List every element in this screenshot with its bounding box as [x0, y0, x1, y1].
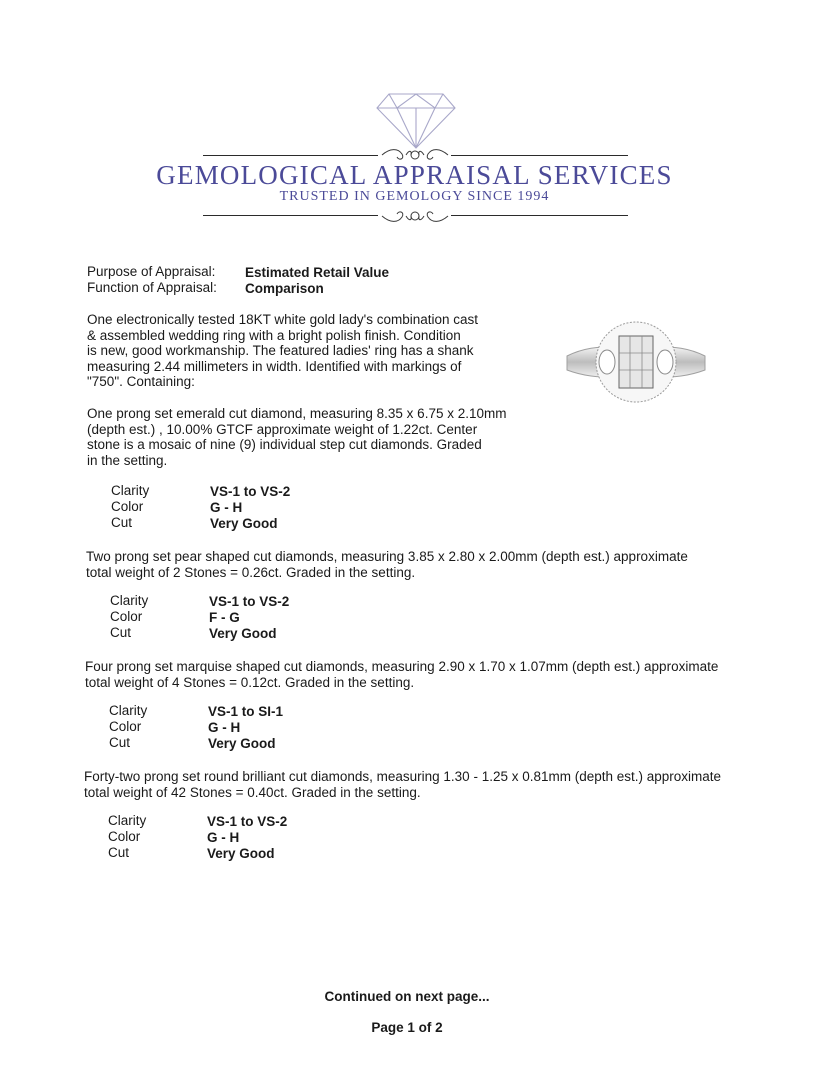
description-line: One prong set emerald cut diamond, measuring 8.35 x 6.75 x 2.10mm — [87, 406, 507, 421]
color-label: Color — [109, 719, 142, 734]
color-value: G - H — [210, 500, 243, 515]
continued-note: Continued on next page... — [324, 989, 490, 1004]
header-rule-bottom-left — [203, 215, 378, 216]
cut-value: Very Good — [209, 626, 277, 641]
description-line: total weight of 4 Stones = 0.12ct. Graded in the setting. — [85, 674, 415, 690]
clarity-label: Clarity — [111, 483, 150, 498]
intro-line: & assembled wedding ring with a bright polish finish. Condition — [87, 327, 461, 343]
header-rule-bottom-right — [451, 215, 628, 216]
ring-photo — [563, 318, 709, 408]
purpose-label: Purpose of Appraisal: — [87, 264, 216, 279]
stone-description — [87, 406, 557, 468]
cut-value: Very Good — [207, 846, 275, 861]
diamond-logo-icon — [375, 92, 457, 150]
description-line: Forty-two prong set round brilliant cut diamonds, measuring 1.30 - 1.25 x 0.81mm (depth est.) approximate — [84, 769, 722, 784]
description-line: (depth est.) , 10.00% GTCF approximate weight of 1.22ct. Center — [87, 421, 478, 437]
clarity-value: VS-1 to VS-2 — [210, 484, 291, 499]
intro-line: One electronically tested 18KT white gold lady's combination cast — [87, 312, 479, 327]
stone-description — [85, 659, 810, 690]
header-rule-top-left — [203, 155, 378, 156]
description-line: Four prong set marquise shaped cut diamonds, measuring 2.90 x 1.70 x 1.07mm (depth est.) approximate — [85, 659, 719, 674]
intro-line: is new, good workmanship. The featured ladies' ring has a shank — [87, 343, 474, 358]
color-label: Color — [110, 609, 143, 624]
page-number: Page 1 of 2 — [371, 1020, 443, 1035]
description-line: stone is a mosaic of nine (9) individual step cut diamonds. Graded — [87, 437, 482, 452]
intro-line: measuring 2.44 millimeters in width. Identified with markings of — [87, 358, 462, 374]
color-value: F - G — [209, 610, 240, 625]
function-label: Function of Appraisal: — [87, 280, 217, 295]
company-tagline: TRUSTED IN GEMOLOGY SINCE 1994 — [279, 189, 550, 204]
function-value: Comparison — [245, 281, 324, 296]
color-label: Color — [108, 829, 141, 844]
description-line: Two prong set pear shaped cut diamonds, measuring 3.85 x 2.80 x 2.00mm (depth est.) approximate — [86, 549, 688, 564]
description-line: total weight of 2 Stones = 0.26ct. Graded in the setting. — [86, 564, 416, 580]
clarity-value: VS-1 to VS-2 — [207, 814, 288, 829]
clarity-label: Clarity — [108, 813, 147, 828]
clarity-label: Clarity — [110, 593, 149, 608]
cut-label: Cut — [108, 845, 130, 860]
cut-label: Cut — [111, 515, 133, 530]
clarity-value: VS-1 to VS-2 — [209, 594, 290, 609]
company-name: GEMOLOGICAL APPRAISAL SERVICES — [156, 160, 673, 190]
color-label: Color — [111, 499, 144, 514]
description-line: in the setting. — [87, 452, 168, 468]
header-rule-top-right — [451, 155, 628, 156]
cut-value: Very Good — [210, 516, 278, 531]
cut-label: Cut — [110, 625, 132, 640]
description-line: total weight of 42 Stones = 0.40ct. Graded in the setting. — [84, 784, 421, 800]
stone-description — [84, 769, 819, 800]
scroll-ornament-bottom-icon — [380, 207, 450, 225]
purpose-value: Estimated Retail Value — [245, 265, 390, 280]
color-value: G - H — [207, 830, 240, 845]
clarity-value: VS-1 to SI-1 — [208, 704, 284, 719]
color-value: G - H — [208, 720, 241, 735]
clarity-label: Clarity — [109, 703, 148, 718]
cut-value: Very Good — [208, 736, 276, 751]
stone-description — [86, 549, 806, 580]
intro-line: "750". Containing: — [87, 374, 195, 389]
cut-label: Cut — [109, 735, 131, 750]
intro-paragraph — [87, 312, 557, 390]
